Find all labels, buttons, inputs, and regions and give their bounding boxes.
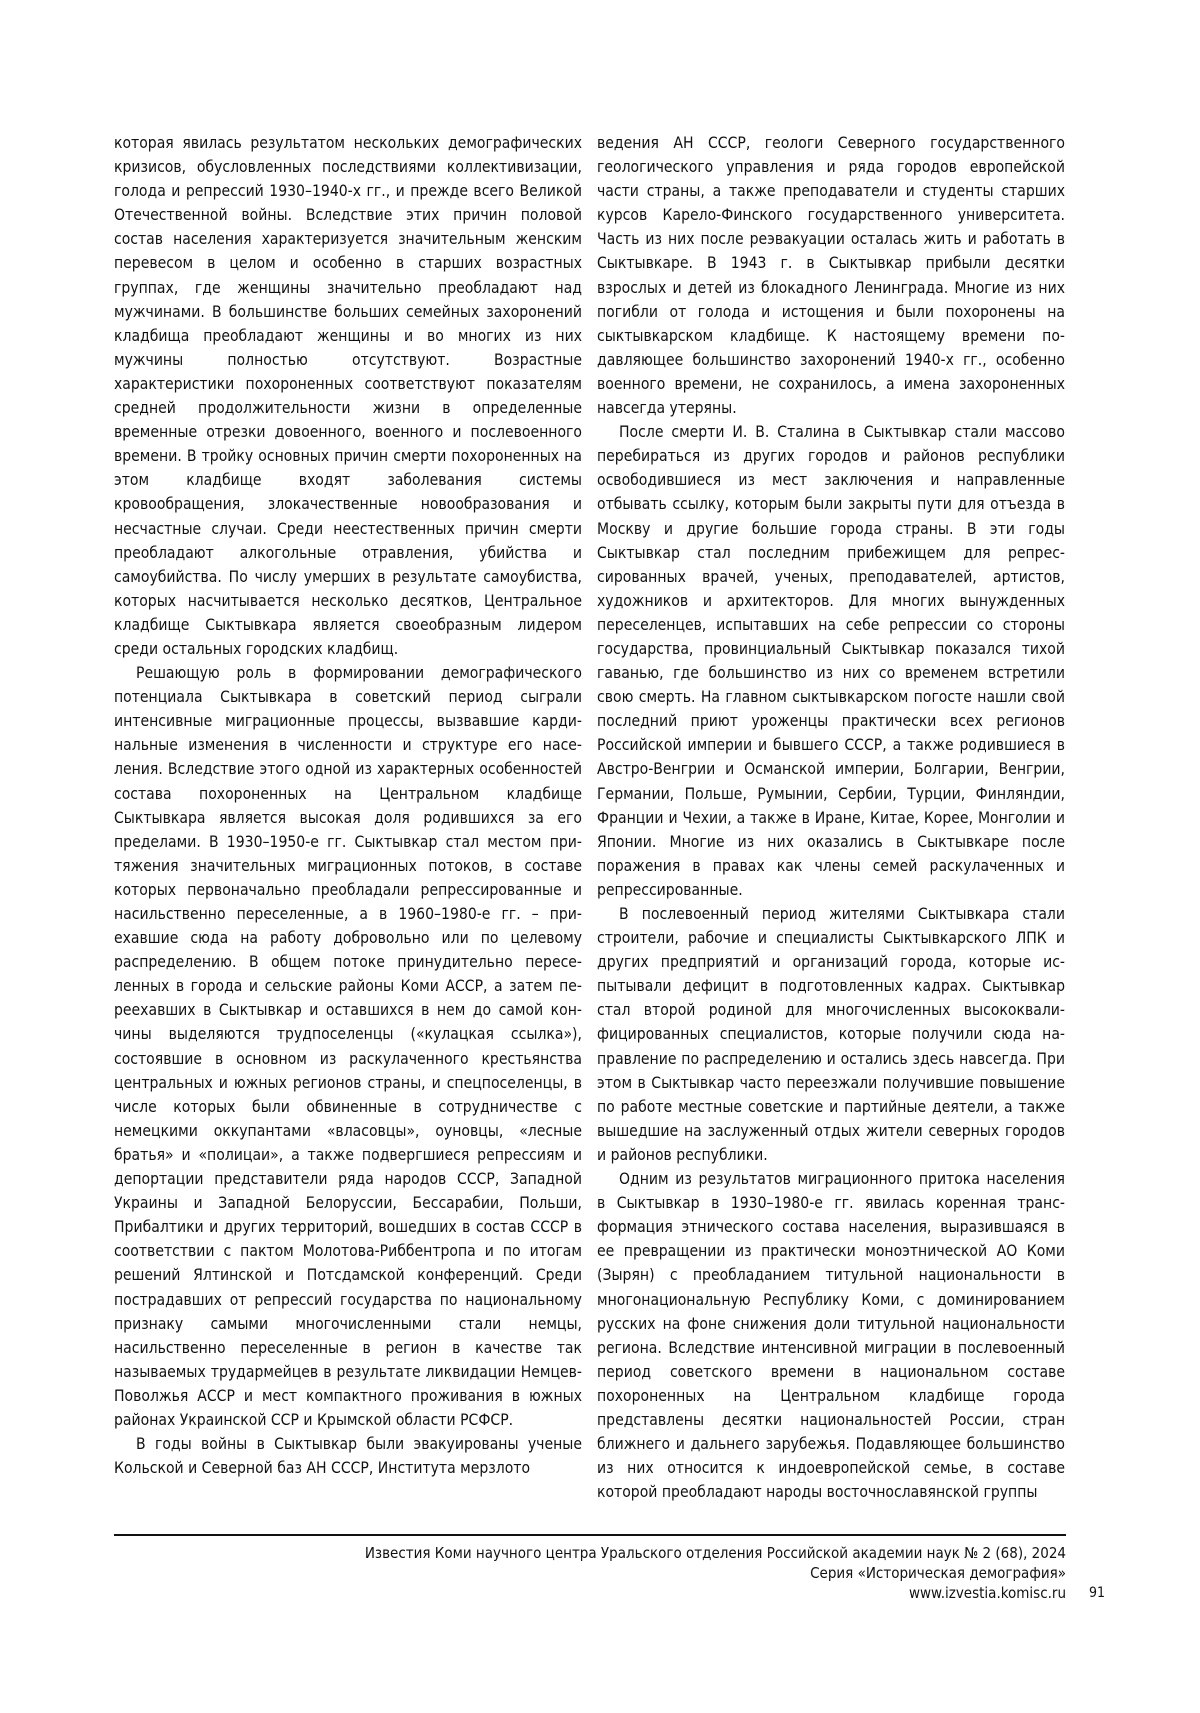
paragraph: Решающую роль в формировании демографического потенциала Сыктывкара в советский период сыграли интенсивные миграционные процессы, вызвавшие кардинальные изменения в численности и структуре его населения. Вследствие этого одной из характерных особенностей состава похороненных на Центральном кладбище Сыктывкара является высокая доля родившихся за его пределами. В 1930–1950-е гг. Сыктывкар стал местом притяжения значительных миграционных потоков, в составе которых первоначально преобладали репрессированные и насильственно переселенные, а в 1960–1980-е гг. – приехавшие сюда на работу добровольно или по целевому распределению. В общем потоке принудительно переселенных в города и сельские районы Коми АССР, а затем переехавших в Сыктывкар и оставшихся в нем до самой кончины выделяются трудпоселенцы («кулацкая ссылка»), состоявшие в основном из раскулаченного крестьянства центральных и южных регионов страны, и спецпоселенцы, в числе которых были обвиненные в сотрудничестве с немецкими оккупантами «власовцы», оуновцы, «лесные братья» и «полицаи», а также подвергшиеся репрессиям и депортации представители ряда народов СССР, Западной Украины и Западной Белоруссии, Бессарабии, Польши, Прибалтики и других территорий, вошедших в состав СССР в соответствии с пактом Молотова-Риббентропа и по итогам решений Ялтинской и Потсдамской конференций. Среди пострадавших от репрессий государства по национальному признаку самыми многочисленными стали немцы, насильственно переселенные в регион в качестве так называемых трудармейцев в результате ликвидации Немцев-Поволжья АССР и мест компактного проживания в южных районах Украинской ССР и Крымской области РСФСР. bbox=[114, 664, 582, 1429]
paragraph: После смерти И. В. Сталина в Сыктывкар стали массово перебираться из других городов и районов республики освободившиеся из мест заключения и направленные отбывать ссылку, которым были закрыты пути для отъезда в Москву и другие большие города страны. В эти годы Сыктывкар стал последним прибежищем для репрессированных врачей, ученых, преподавателей, артистов, художников и архитекторов. Для многих вынужденных переселенцев, испытавших на себе репрессии со стороны государства, провинциальный Сыктывкар показался тихой гаванью, где большинство из них со временем встретили свою смерть. На главном сыктывкарском погосте нашли свой последний приют уроженцы практически всех регионов Российской империи и бывшего СССР, а также родившиеся в Австро-Венгрии и Османской империи, Болгарии, Венгрии, Германии, Польше, Румынии, Сербии, Турции, Финляндии, Франции и Чехии, а также в Иране, Китае, Корее, Монголии и Японии. Многие из них оказались в Сыктывкаре после поражения в правах как члены семей раскулаченных и репрессированные. bbox=[597, 423, 1065, 899]
paragraph: В годы войны в Сыктывкар были эвакуированы ученые Кольской и Северной баз АН СССР, Института мерзлото bbox=[114, 1435, 582, 1478]
journal-url: www.izvestia.komisc.ru bbox=[908, 1584, 1066, 1602]
page-footer bbox=[114, 1543, 1066, 1603]
paragraph: В послевоенный период жителями Сыктывкара стали строители, рабочие и специалисты Сыктывкарского ЛПК и других предприятий и организаций города, которые испытывали дефицит в подготовленных кадрах. Сыктывкар стал второй родиной для многочисленных высококвалифицированных специалистов, которые получили сюда направление по распределению и остались здесь навсегда. При этом в Сыктывкар часто переезжали получившие повышение по работе местные советские и партийные деятели, а также вышедшие на заслуженный отдых жители северных городов и районов республики. bbox=[597, 905, 1065, 1164]
journal-title: Известия Коми научного центра Уральского отделения Российской академии наук № 2 (68), 2024 bbox=[364, 1544, 1066, 1562]
page-number: 91 bbox=[1089, 1585, 1106, 1601]
series-title: Серия «Историческая демография» bbox=[810, 1564, 1066, 1582]
paragraph: ведения АН СССР, геологи Северного государственного геологического управления и ряда городов европейской части страны, а также преподаватели и студенты старших курсов Карело-Финского государственного университета. Часть из них после реэвакуации осталась жить и работать в Сыктывкаре. В 1943 г. в Сыктывкар прибыли десятки взрослых и детей из блокадного Ленинграда. Многие из них погибли от голода и истощения и были похоронены на сыктывкарском кладбище. К настоящему времени подавляющее большинство захоронений 1940-х гг., особенно военного времени, не сохранилось, а имена захороненных навсегда утеряны. bbox=[597, 134, 1065, 418]
left-column bbox=[114, 131, 582, 1480]
paragraph: Одним из результатов миграционного притока населения в Сыктывкар в 1930–1980-е гг. явилась коренная трансформация этнического состава населения, выразившаяся в ее превращении из практически моноэтнической АО Коми (Зырян) с преобладанием титульной национальности в многонациональную Республику Коми, с доминированием русских на фоне снижения доли титульной национальности региона. Вследствие интенсивной миграции в послевоенный период советского времени в национальном составе похороненных на Центральном кладбище города представлены десятки национальностей России, стран ближнего и дальнего зарубежья. Подавляющее большинство из них относится к индоевропейской семье, в составе которой преобладают народы восточнославянской группы bbox=[597, 1170, 1065, 1502]
paragraph: которая явилась результатом нескольких демографических кризисов, обусловленных последствиями коллективизации, голода и репрессий 1930–1940-х гг., и прежде всего Великой Отечественной войны. Вследствие этих причин половой состав населения характеризуется значительным женским перевесом в целом и особенно в старших возрастных группах, где женщины значительно преобладают над мужчинами. В большинстве больших семейных захоронений кладбища преобладают женщины и во многих из них мужчины полностью отсутствуют. Возрастные характеристики похороненных соответствуют показателям средней продолжительности жизни в определенные временные отрезки довоенного, военного и послевоенного времени. В тройку основных причин смерти похороненных на этом кладбище входят заболевания системы кровообращения, злокачественные новообразования и несчастные случаи. Среди неестественных причин смерти преобладают алкогольные отравления, убийства и самоубийства. По числу умерших в результате самоубиства, которых насчитывается несколько десятков, Центральное кладбище Сыктывкара является своеобразным лидером среди остальных городских кладбищ. bbox=[114, 134, 582, 658]
right-column bbox=[597, 131, 1065, 1504]
footer-divider bbox=[114, 1534, 1066, 1536]
